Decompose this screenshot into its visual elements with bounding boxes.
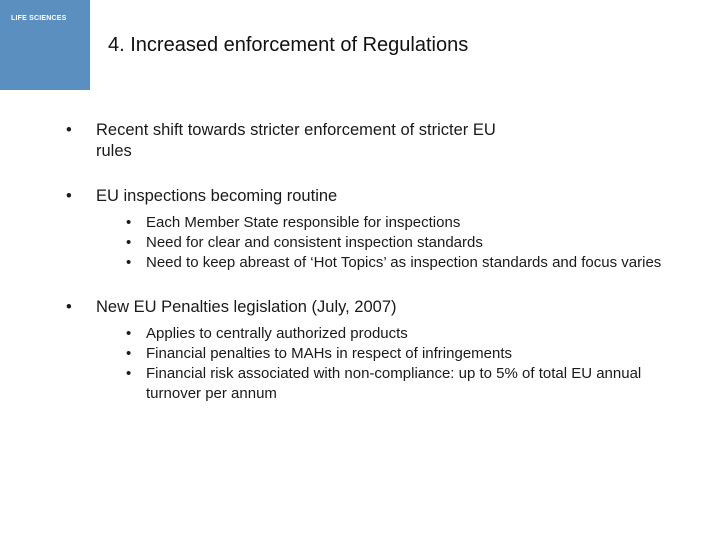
sub-bullet-dot: • [126, 325, 132, 342]
sub-bullet-dot: • [126, 234, 132, 251]
sub-bullet-2-2 [126, 233, 700, 253]
sub-bullet-2-2-text: Need for clear and consistent inspection standards [146, 234, 483, 251]
bullet-2-text: EU inspections becoming routine [96, 187, 338, 205]
bullet-dot: • [66, 187, 72, 205]
sub-bullet-2-1-text: Each Member State responsible for inspections [146, 214, 461, 231]
sub-bullet-2-3 [126, 253, 700, 273]
sub-bullet-3-3 [126, 364, 700, 404]
bullet-dot: • [66, 298, 72, 316]
sub-bullet-3-1-text: Applies to centrally authorized products [146, 325, 408, 342]
slide-title: 4. Increased enforcement of Regulations [108, 34, 469, 56]
sub-bullet-dot: • [126, 345, 132, 362]
sub-bullet-2-3-text: Need to keep abreast of ‘Hot Topics’ as inspection standards and focus varies [146, 254, 662, 271]
sub-bullet-3-2-text: Financial penalties to MAHs in respect of infringements [146, 345, 513, 362]
brand-label: LIFE SCIENCES [11, 15, 67, 22]
bullet-3-text: New EU Penalties legislation (July, 2007) [96, 298, 397, 316]
bullet-1-text: Recent shift towards stricter enforcement of stricter EU rules [96, 121, 496, 160]
brand-box [0, 0, 90, 90]
sub-bullet-dot: • [126, 254, 132, 271]
sub-bullet-3-3-text: Financial risk associated with non-compliance: up to 5% of total EU annual turnover per annum [146, 365, 642, 402]
sub-bullet-dot: • [126, 365, 132, 382]
slide-content [60, 120, 700, 404]
bullet-2 [60, 186, 700, 207]
bullet-dot: • [66, 121, 72, 139]
bullet-3 [60, 297, 700, 318]
sub-bullet-dot: • [126, 214, 132, 231]
bullet-1 [60, 120, 700, 162]
sub-bullet-3-2 [126, 344, 700, 364]
sub-bullet-3-1 [126, 324, 700, 344]
sub-bullet-2-1 [126, 213, 700, 233]
